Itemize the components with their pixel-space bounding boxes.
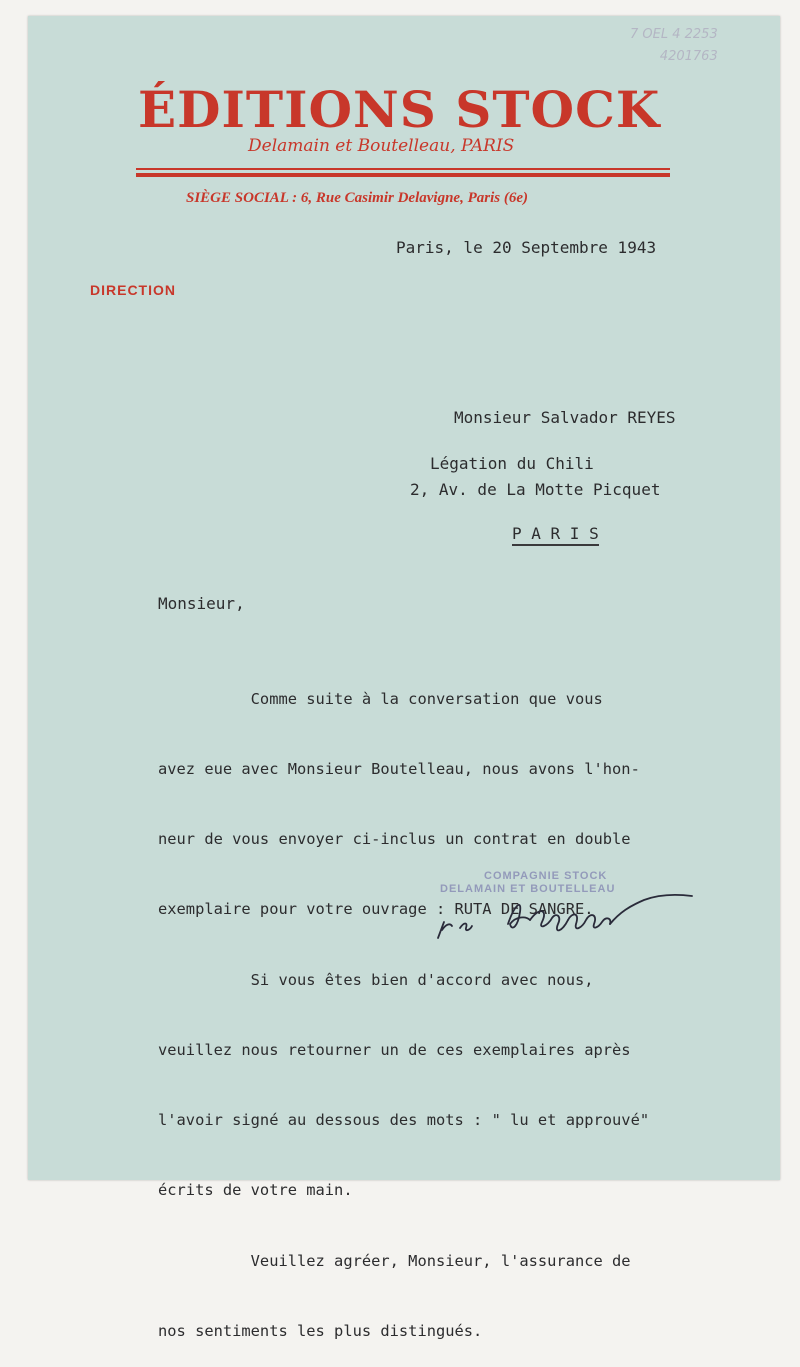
body-line: avez eue avec Monsieur Boutelleau, nous avons l'hon- [158,760,640,779]
recipient-name: Monsieur Salvador REYES [454,408,676,427]
archive-ref-line-2: 4201763 [659,49,718,64]
body-line: écrits de votre main. [158,1181,353,1200]
head-office-address: SIÈGE SOCIAL : 6, Rue Casimir Delavigne, Paris (6e) [186,190,528,206]
letterhead-subtitle: Delamain et Boutelleau, PARIS [248,136,515,156]
recipient-city: P A R I S [512,524,599,546]
letterhead-brand: ÉDITIONS STOCK [138,80,661,139]
body-line: exemplaire pour votre ouvrage : RUTA DE SANGRE. [158,900,594,919]
archive-reference [630,24,718,68]
stamp-line-1: COMPAGNIE STOCK [484,870,608,882]
body-line: neur de vous envoyer ci-inclus un contrat en double [158,830,631,849]
body-line: l'avoir signé au dessous des mots : " lu et approuvé" [158,1111,650,1130]
handwritten-signature [430,876,700,946]
archive-ref-line-1: 7 OEL 4 2253 [630,27,718,42]
letter-body [158,641,649,1367]
department-label: DIRECTION [90,282,176,298]
recipient-organization: Légation du Chili [430,454,594,473]
recipient-street: 2, Av. de La Motte Picquet [410,480,661,499]
stamp-line-2: DELAMAIN ET BOUTELLEAU [440,883,616,895]
body-line: nos sentiments les plus distingués. [158,1321,483,1340]
salutation: Monsieur, [158,594,245,613]
body-line: Veuillez agréer, Monsieur, l'assurance de [158,1251,631,1270]
letterhead-rule-bottom [136,173,670,177]
body-line: Si vous êtes bien d'accord avec nous, [158,970,594,989]
body-line: veuillez nous retourner un de ces exemplaires après [158,1040,631,1059]
body-line: Comme suite à la conversation que vous [158,689,603,708]
letterhead-rule-top [136,168,670,170]
letter-date: Paris, le 20 Septembre 1943 [396,238,657,257]
